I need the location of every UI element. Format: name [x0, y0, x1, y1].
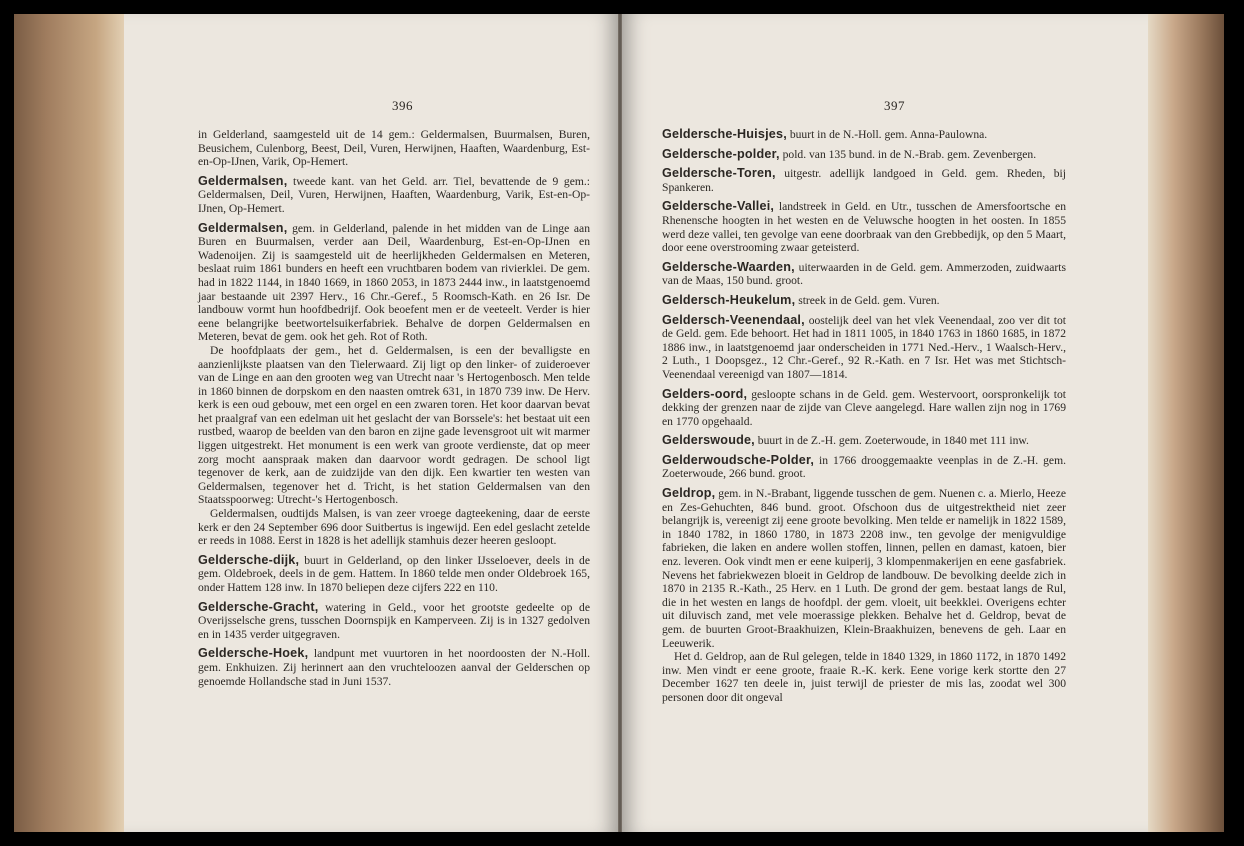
left-page-number: 396 [392, 98, 413, 113]
book-page-edges-right [1146, 14, 1224, 832]
right-page [622, 14, 1148, 832]
dictionary-entry [198, 647, 590, 688]
entry-headword: Geldersche-Huisjes, [662, 127, 787, 141]
entry-body: in Gelderland, saamgesteld uit de 14 gem.: Geldermalsen, Buurmalsen, Buren, Beusichem, Culenborg, Beest, Deil, Vuren, Herwijnen, Haaften, Waardenburg, Est-en-Op-IJnen, Varik, Op-Hemert. [198, 128, 590, 169]
entry-headword: Geldrop, [662, 486, 716, 501]
entry-body: buurt in de Z.-H. gem. Zoeterwoude, in 1840 met 111 inw. [757, 434, 1029, 448]
entry-headword: Geldersch-Veenendaal, [662, 312, 805, 327]
entry-headword: Gelderwoudsche-Polder, [662, 452, 815, 467]
entry-headword: Geldermalsen, [198, 173, 288, 188]
entry-headword: Geldersche-polder, [662, 146, 780, 161]
entry-headword: Geldersche-Waarden, [662, 259, 795, 274]
left-page-text [198, 128, 590, 694]
entry-body: Geldermalsen, oudtijds Malsen, is van zeer vroege dagteekening, daar de eerste kerk er den 24 September 696 door Suitbertus is ingewijd. Een edel geslacht zetelde er reeds in 1088. Eerst in 1828 is het adellijk stamhuis dezer heeren gesloopt. [198, 507, 590, 548]
dictionary-entry [198, 554, 590, 595]
entry-headword: Geldersche-dijk, [198, 552, 300, 567]
entry-body: uitgestr. adellijk landgoed in Geld. gem. Rheden, bij Spankeren. [662, 167, 1066, 194]
entry-body: gem. in N.-Brabant, liggende tusschen de gem. Nuenen c. a. Mierlo, Heeze en Zes-Gehuchten, 846 bund. groot. Ofschoon dus de uitgestrektheid niet zeer belangrijk is, vereenigt zij eene groote bevolking. Men telde er namelijk in 1822 1589, in 1840 1782, in 1860 1780, in 1873 2208 inw., ten gevolge der menigvuldige fabrieken, die laken en andere wollen stoffen, linnen, pellen en damast, katoen, bier enz. leveren. Ook vindt men er eene kuiperij, 3 klompenmakerijen en eene gasfabriek. Nevens het fabriekwezen bloeit in Geldrop de landbouw. De bevolking deelde zich in 1870 in 2135 R.-Kath., 25 Herv. en 1 Luth. De grond der gem. bestaat langs de Rul, die in het westen en langs de hoofdpl. der gem. vloeit, uit beekklei. Overigens echter uit diluvisch zand, met vele moerassige plekken. Behalve het d. Geldrop, bevat de gem. de buurten Groot-Braakhuizen, Klein-Braakhuizen, benevens de geh. Laar en Leeuwerik. [662, 487, 1066, 650]
dictionary-entry [198, 507, 590, 548]
book-page-edges-left [14, 14, 124, 832]
dictionary-entry [198, 601, 590, 642]
entry-body: gesloopte schans in de Geld. gem. Westervoort, oorspronkelijk tot dekking der grenzen naar de zijde van Cleve aangelegd. Hare wallen zijn nog in 1769 en 1770 opgehaald. [662, 387, 1066, 428]
dictionary-entry [198, 222, 590, 344]
entry-headword: Geldersche-Gracht, [198, 599, 319, 614]
entry-body: De hoofdplaats der gem., het d. Geldermalsen, is een der bevalligste en aanzienlijkste plaatsen van den Tielerwaard. Zij ligt op den linker- of zuideroever van de Linge en aan den grooten weg van Utrecht naar 's Hertogenbosch. Men telde in 1860 binnen de dorpskom en den naasten omtrek 631, in 1870 739 inw. De Herv. kerk is een oud gebouw, met een orgel en een zwaren toren. Het koor daarvan bevat het praalgraf van een edelman uit het geslacht der van Borssele's: het bestaat uit een rustbed, waarop de beelden van den baron en zijne gade levensgroot uit wit marmer liggen uitgestrekt. Het monument is een werk van groote verdienste, dat op meer zorg mocht aanspraak maken dan daarvoor wordt gedragen. De school ligt tegenover de kerk, aan de zuidzijde van den dijk. Een kwartier ten westen van Geldermalsen, tegenover het d. Tricht, is het station Geldermalsen van den Staatsspoorweg: Utrecht-'s Hertogenbosch. [198, 343, 590, 507]
dictionary-entry [662, 454, 1066, 481]
entry-headword: Geldersche-Hoek, [198, 646, 309, 661]
dictionary-entry [662, 487, 1066, 650]
entry-headword: Geldersche-Vallei, [662, 199, 775, 214]
dictionary-entry [662, 294, 1066, 308]
dictionary-entry [662, 128, 1066, 142]
entry-body: oostelijk deel van het vlek Veenendaal, zoo ver dit tot de Geld. gem. Ede behoort. Het had in 1811 1005, in 1840 1763 in 1860 1685, in 1872 1886 inw., in laatstgenoemd jaar onderscheiden in 1771 Ned.-Herv., 1 Waalsch-Herv., 2 Luth., 1 Doopsgez., 12 Chr.-Geref., 92 R.-Kath. en 7 Isr. Het was met Stichtsch-Veenendaal vereenigd van 1807—1814. [662, 313, 1066, 381]
entry-headword: Geldersche-Toren, [662, 166, 776, 181]
dictionary-entry [198, 128, 590, 169]
dictionary-entry [198, 344, 590, 507]
dictionary-entry [662, 148, 1066, 162]
entry-headword: Gelders-oord, [662, 386, 748, 401]
dictionary-entry [662, 434, 1066, 448]
entry-body: in 1766 drooggemaakte veenplas in de Z.-H. gem. Zoeterwoude, 266 bund. groot. [662, 453, 1066, 481]
dictionary-entry [662, 650, 1066, 704]
entry-body: Het d. Geldrop, aan de Rul gelegen, telde in 1840 1329, in 1860 1172, in 1870 1492 inw. Men vindt er eene groote, fraaie R.-K. kerk. Eene vorige kerk stortte den 27 December 1627 ten deele in, juist terwijl de priester de mis las, zoodat wel 300 personen door dit ongeval [662, 650, 1066, 704]
left-page [124, 14, 618, 832]
entry-body: landpunt met vuurtoren in het noordoosten der N.-Holl. gem. Enkhuizen. Zij herinnert aan den vruchteloozen aanval der Gelderschen op genoemde Hollandsche stad in Juni 1537. [198, 647, 590, 688]
entry-body: landstreek in Geld. en Utr., tusschen de Amersfoortsche en Rhenensche hoogten in het westen en de Veluwsche hoogten in het oosten. In 1855 werd deze vallei, ten gevolge van eene doorbraak van den Grebbedijk, op den 5 Maart, door eene overstrooming zwaar geteisterd. [662, 200, 1066, 255]
entry-body: watering in Geld., voor het grootste gedeelte op de Overijsselsche grens, tusschen Doornspijk en Kamperveen. Zij is in 1327 gedolven en in 1435 verder uitgegraven. [198, 600, 590, 641]
right-page-text [662, 128, 1066, 711]
entry-body: buurt in Gelderland, op den linker IJsseloever, deels in de gem. Oldebroek, deels in de gem. Hattem. In 1860 telde men onder Oldebroek 165, onder Hattem 128 inw. In 1870 beliepen deze cijfers 222 en 110. [198, 553, 590, 594]
entry-body: pold. van 135 bund. in de N.-Brab. gem. Zevenbergen. [782, 147, 1037, 161]
right-page-number: 397 [884, 98, 905, 113]
dictionary-entry [662, 388, 1066, 429]
entry-headword: Geldermalsen, [198, 220, 288, 235]
entry-body: tweede kant. van het Geld. arr. Tiel, bevattende de 9 gem.: Geldermalsen, Deil, Vuren, Herwijnen, Haaften, Waardenburg, Varik, Est-en-Op-IJnen, Op-Hemert. [198, 174, 590, 215]
dictionary-entry [662, 314, 1066, 382]
entry-body: streek in de Geld. gem. Vuren. [798, 293, 940, 307]
entry-headword: Geldersch-Heukelum, [662, 292, 796, 307]
dictionary-entry [662, 261, 1066, 288]
entry-headword: Gelderswoude, [662, 433, 755, 448]
dictionary-entry [662, 200, 1066, 254]
dictionary-entry [198, 175, 590, 216]
entry-body: uiterwaarden in de Geld. gem. Ammerzoden, zuidwaarts van de Maas, 150 bund. groot. [662, 260, 1066, 288]
dictionary-entry [662, 167, 1066, 194]
entry-body: buurt in de N.-Holl. gem. Anna-Paulowna. [789, 128, 988, 141]
entry-body: gem. in Gelderland, palende in het midden van de Linge aan Buren en Buurmalsen, verder aan Deil, Waardenburg, Est-en-Op-IJnen en Wadenoijen. Zij is saamgesteld uit de heerlijkheden Geldermalsen en Meteren, beslaat ruim 1861 bunders en heeft een vruchtbaren bodem van rivierklei. De gem. had in 1822 1144, in 1840 1669, in 1860 2053, in 1873 2444 inw., in laatstgenoemd jaar bestaande uit 2397 Herv., 16 Chr.-Geref., 5 Roomsch-Kath. en 26 Isr. De landbouw vormt hun hoofdbedrijf. Ook beoefent men er de veeteelt. Verder is hier eene belangrijke beetwortelsuikerfabriek. Behalve de dorpen Geldermalsen en Meteren, bevat de gem. ook het geh. Rot of Roth. [198, 221, 590, 344]
